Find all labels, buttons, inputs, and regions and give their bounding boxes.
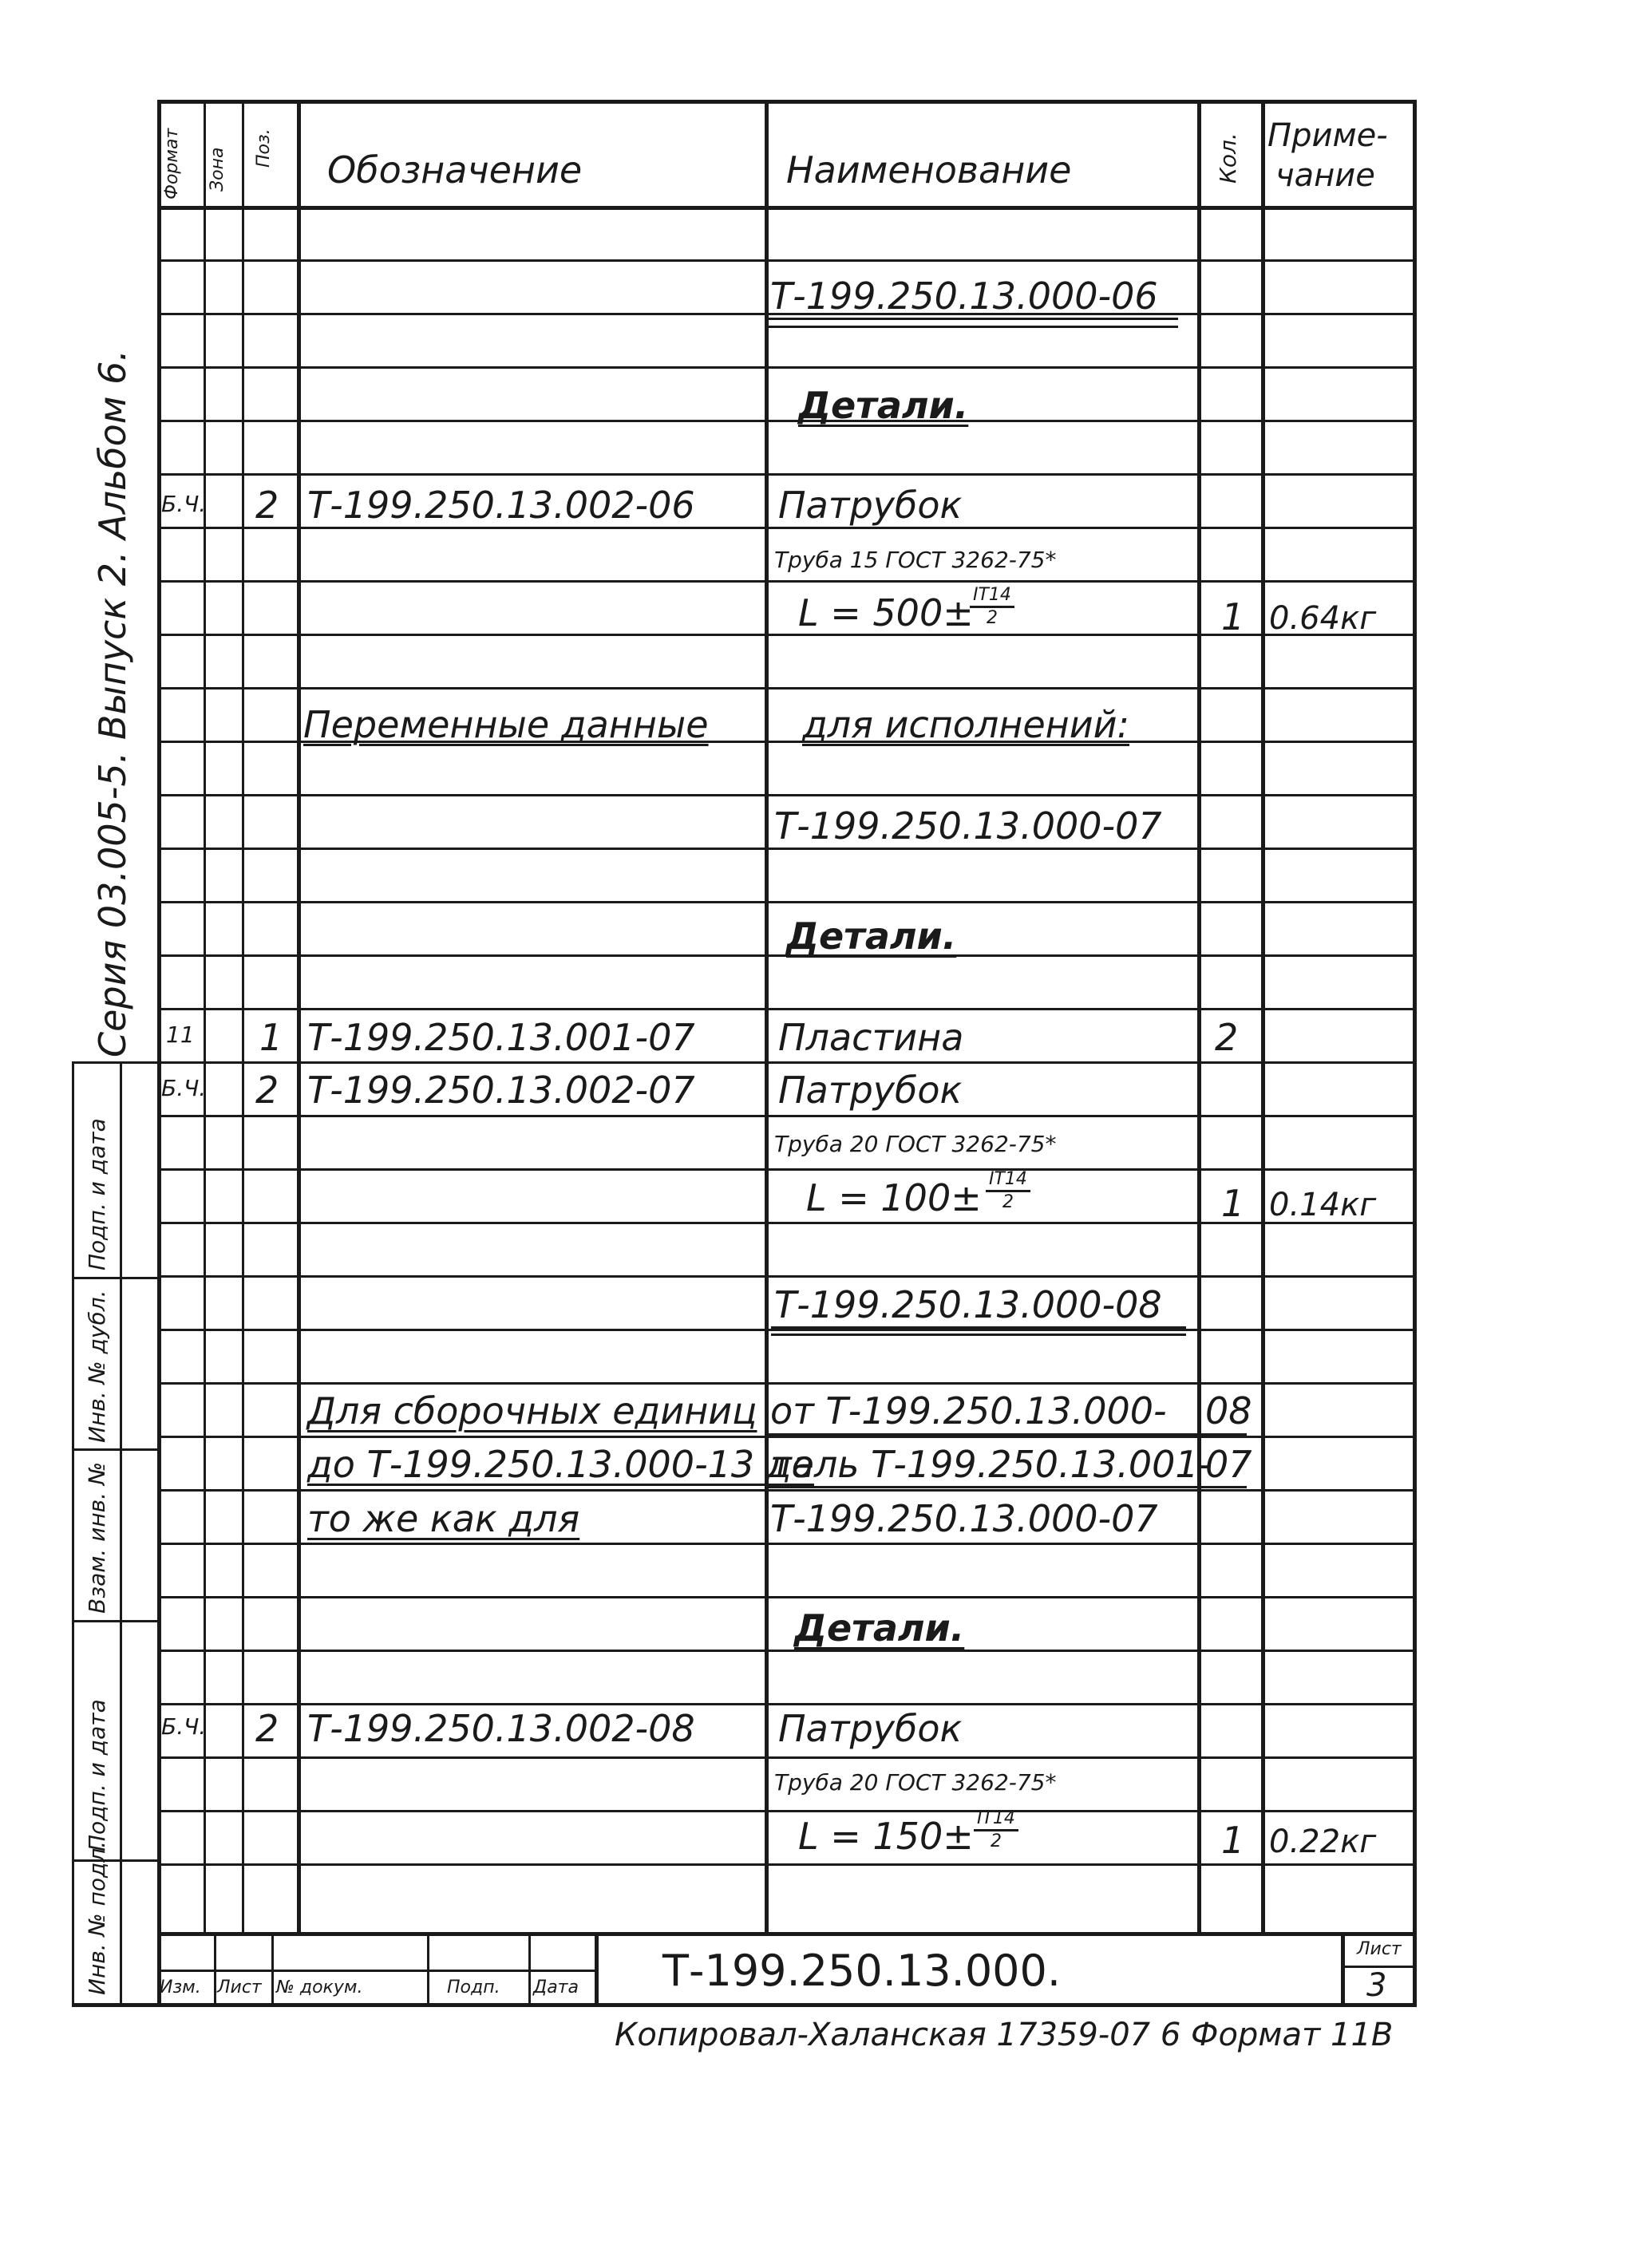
row-designation: Т-199.250.13.002-06: [307, 484, 695, 527]
header-note-2: чание: [1275, 157, 1375, 194]
frame-bottom: [72, 2003, 1417, 2007]
row-name: для исполнений:: [802, 703, 1130, 746]
row-pos: 1: [259, 1016, 283, 1059]
tolerance-fraction: $\frac{IT14}{2}$: [986, 1171, 1030, 1211]
row-length: L = 150±: [798, 1815, 974, 1858]
row-format: Б.Ч.: [161, 1713, 207, 1740]
row-format: 11: [166, 1021, 195, 1048]
row-name: Пластина: [778, 1016, 964, 1059]
row-length: L = 500±: [798, 591, 974, 634]
title-sheet-label: Лист: [1357, 1939, 1402, 1959]
row-name: Патрубок: [778, 1069, 963, 1112]
frame-top: [157, 100, 1417, 104]
header-pos: Поз.: [254, 128, 274, 168]
row-name: Детали.: [798, 384, 969, 427]
row-format: Б.Ч.: [161, 1075, 207, 1101]
row-designation: Т-199.250.13.002-07: [307, 1069, 695, 1112]
row-designation: до Т-199.250.13.000-13 де: [307, 1443, 814, 1486]
header-zone: Зона: [208, 147, 227, 192]
header-designation: Обозначение: [327, 148, 583, 192]
row-name: Т-199.250.13.000-07: [774, 804, 1162, 848]
header-format: Формат: [162, 128, 182, 200]
row-pos: 2: [255, 1069, 279, 1112]
title-col-doc: № докум.: [276, 1978, 363, 1997]
stamp-inv-podl: Инв. № подл.: [84, 1840, 110, 1995]
title-col-list: Лист: [217, 1978, 262, 1997]
row-designation: Переменные данные: [303, 703, 709, 746]
row-name: Труба 15 ГОСТ 3262-75*: [774, 547, 1057, 573]
header-note-1: Приме-: [1267, 117, 1388, 154]
title-col-date: Дата: [533, 1978, 579, 1997]
series-label: Серия 03.005-5. Выпуск 2. Альбом 6.: [91, 350, 134, 1057]
row-name: Т-199.250.13.000-06: [770, 275, 1158, 318]
stamp-vzam-inv: Взам. инв. №: [84, 1461, 110, 1614]
row-designation: Т-199.250.13.001-07: [307, 1016, 695, 1059]
row-qty: 07: [1205, 1443, 1252, 1486]
row-name: таль Т-199.250.13.001-: [770, 1443, 1212, 1486]
row-name: Патрубок: [778, 484, 963, 527]
row-qty: 2: [1215, 1016, 1239, 1059]
row-name: Детали.: [794, 1606, 965, 1650]
row-note: 0.14кг: [1269, 1187, 1377, 1223]
row-qty: 1: [1221, 1182, 1245, 1225]
row-pos: 2: [255, 484, 279, 527]
row-designation: Для сборочных единиц: [307, 1389, 757, 1432]
row-name: Т-199.250.13.000-08: [774, 1283, 1162, 1326]
row-name: Труба 20 ГОСТ 3262-75*: [774, 1131, 1057, 1157]
row-name: Труба 20 ГОСТ 3262-75*: [774, 1769, 1057, 1796]
stamp-podp-data: Подп. и дата: [84, 1699, 110, 1851]
row-length: L = 100±: [806, 1176, 982, 1219]
title-sheet-number: 3: [1366, 1967, 1387, 2004]
row-name: Детали.: [786, 915, 957, 958]
row-note: 0.22кг: [1269, 1823, 1377, 1860]
title-col-sign: Подп.: [447, 1978, 500, 1997]
header-qty: Кол.: [1215, 132, 1241, 184]
title-doc-number: Т-199.250.13.000.: [662, 1946, 1062, 1996]
row-name: Т-199.250.13.000-07: [770, 1497, 1158, 1540]
footer-copy-line: Копировал-Халанская 17359-07 6 Формат 11В: [615, 2017, 1394, 2053]
frame-right: [1413, 100, 1417, 2005]
tolerance-fraction: $\frac{IT14}{2}$: [974, 1810, 1018, 1851]
stamp-podp-data-2: Подп. и дата: [84, 1118, 110, 1270]
row-name: Патрубок: [778, 1707, 963, 1750]
title-col-izm: Изм.: [160, 1978, 201, 1997]
row-qty: 1: [1221, 1819, 1245, 1862]
row-designation: то же как для: [307, 1497, 580, 1540]
tolerance-fraction: $\frac{IT14}{2}$: [970, 587, 1014, 627]
row-note: 0.64кг: [1269, 600, 1377, 637]
row-qty: 08: [1205, 1389, 1252, 1432]
header-name: Наименование: [786, 148, 1072, 192]
row-qty: 1: [1221, 595, 1245, 638]
row-designation: Т-199.250.13.002-08: [307, 1707, 695, 1750]
row-pos: 2: [255, 1707, 279, 1750]
row-name: от Т-199.250.13.000-: [770, 1389, 1167, 1432]
row-format: Б.Ч.: [161, 491, 207, 517]
stamp-inv-dubl: Инв. № дубл.: [84, 1290, 110, 1443]
